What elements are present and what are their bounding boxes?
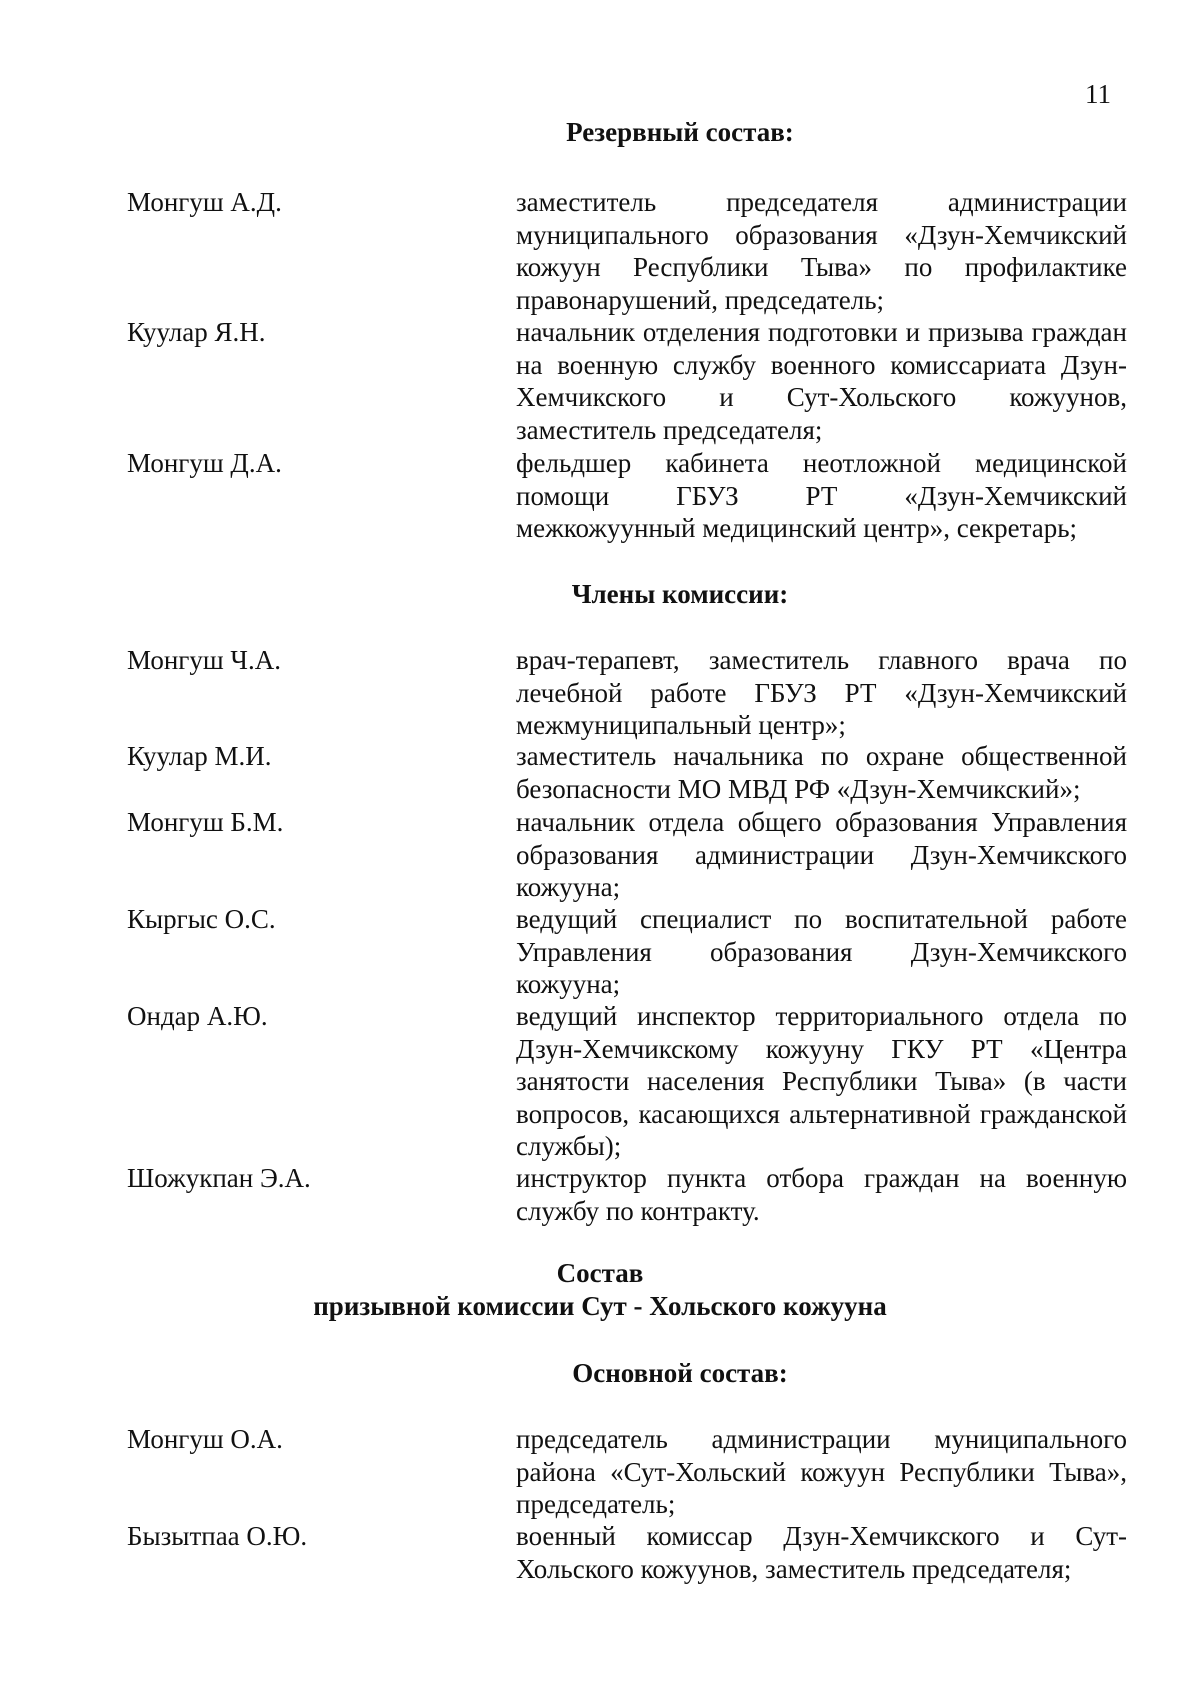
member-name: Монгуш Б.М. (127, 807, 284, 837)
member-description: военный комиссар Дзун-Хемчикского и Сут-Хольского кожуунов, заместитель председателя; (516, 1521, 1127, 1584)
main-heading: Основной состав: (572, 1358, 788, 1388)
member-description: инструктор пункта отбора граждан на военную службу по контракту. (516, 1163, 1127, 1226)
member-name: Бызытпаа О.Ю. (127, 1521, 308, 1551)
composition-title: Состав (556, 1258, 644, 1288)
member-name: Куулар Я.Н. (127, 317, 266, 347)
member-description: ведущий специалист по воспитательной работе Управления образования Дзун-Хемчикского кожууна; (516, 904, 1127, 999)
members-heading: Члены комиссии: (571, 579, 789, 609)
member-name: Монгуш Д.А. (127, 448, 282, 478)
member-description: заместитель начальника по охране общественной безопасности МО МВД РФ «Дзун-Хемчикский»; (516, 741, 1127, 804)
member-name: Монгуш Ч.А. (127, 645, 281, 675)
member-description: начальник отдела общего образования Управления образования администрации Дзун-Хемчикского кожууна; (516, 807, 1127, 902)
reserve-heading: Резервный состав: (566, 117, 794, 147)
member-name: Ондар А.Ю. (127, 1001, 268, 1031)
page-number: 11 (1085, 79, 1111, 109)
member-name: Монгуш О.А. (127, 1424, 283, 1454)
member-description: заместитель председателя администрации муниципального образования «Дзун-Хемчикский кожуун Республики Тыва» по профилактике правонарушений, председатель; (516, 187, 1127, 315)
member-name: Куулар М.И. (127, 741, 272, 771)
member-description: врач-терапевт, заместитель главного врача по лечебной работе ГБУЗ РТ «Дзун-Хемчикский межмуниципальный центр»; (516, 645, 1127, 740)
member-description: фельдшер кабинета неотложной медицинской помощи ГБУЗ РТ «Дзун-Хемчикский межкожуунный медицинский центр», секретарь; (516, 448, 1127, 543)
member-name: Кыргыс О.С. (127, 904, 276, 934)
member-description: начальник отделения подготовки и призыва граждан на военную службу военного комиссариата Дзун-Хемчикского и Сут-Хольского кожуунов, заместитель председателя; (516, 317, 1127, 445)
member-description: председатель администрации муниципального района «Сут-Хольский кожуун Республики Тыва», председатель; (516, 1424, 1127, 1519)
composition-subtitle: призывной комиссии Сут - Хольского кожууна (313, 1291, 887, 1321)
member-name: Шожукпан Э.А. (127, 1163, 311, 1193)
member-name: Монгуш А.Д. (127, 187, 282, 217)
member-description: ведущий инспектор территориального отдела по Дзун-Хемчикскому кожууну ГКУ РТ «Центра занятости населения Республики Тыва» (в части вопросов, касающихся альтернативной гражданской службы); (516, 1001, 1127, 1161)
